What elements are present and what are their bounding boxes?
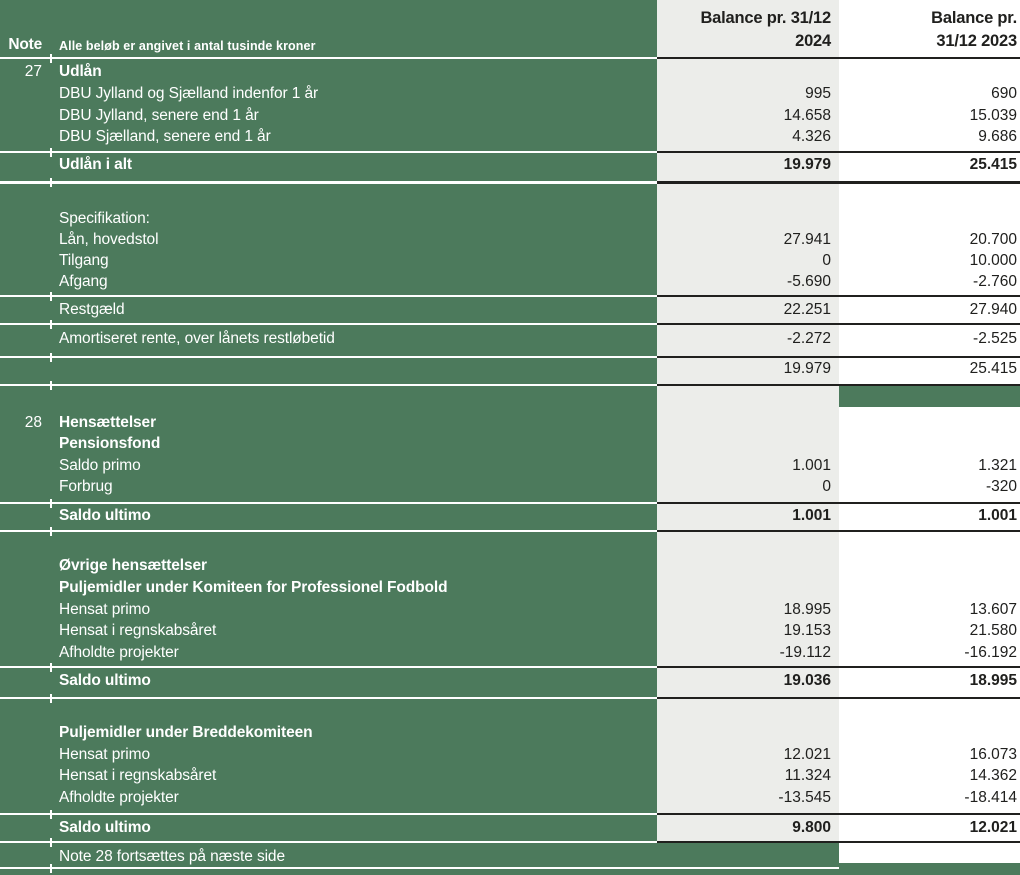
value-2023: 20.700 [969,231,1017,248]
value-2023: -320 [985,478,1017,495]
table-row [0,579,1020,601]
value-2024: 19.979 [783,156,831,173]
row-label: Hensættelser [59,414,157,431]
value-2023: 1.321 [978,457,1017,474]
value-2024: 1.001 [792,507,831,524]
table-row [0,644,1020,666]
rule [0,356,1020,358]
rule-heavy [0,181,1020,184]
value-2023: 10.000 [969,252,1017,269]
table-row [0,435,1020,457]
note-number: 28 [24,414,42,431]
row-label: DBU Sjælland, senere end 1 år [59,128,271,145]
table-row [0,301,1020,323]
value-2023: 15.039 [969,107,1017,124]
column-header-2024-line1: Balance pr. 31/12 [700,9,831,27]
table-row [0,85,1020,107]
value-2024: 995 [805,85,831,102]
row-label: Hensat primo [59,746,150,763]
value-2024: 1.001 [792,457,831,474]
row-label: DBU Jylland og Sjælland indenfor 1 år [59,85,319,102]
value-2023: 25.415 [969,156,1017,173]
column-header-2023 [843,7,1017,53]
row-label: Forbrug [59,478,113,495]
value-2023: 14.362 [969,767,1017,784]
table-row [0,360,1020,382]
table-row [0,273,1020,295]
table-row [0,330,1020,352]
value-2023: 690 [991,85,1017,102]
row-label: Puljemidler under Breddekomiteen [59,724,313,741]
row-label: Afholdte projekter [59,789,179,806]
row-label: Specifikation: [59,210,150,227]
row-label: Udlån i alt [59,156,132,173]
row-label: DBU Jylland, senere end 1 år [59,107,259,124]
table-row [0,789,1020,811]
table-row [0,414,1020,436]
table-row [0,622,1020,644]
row-label: Saldo ultimo [59,672,151,689]
rule [0,323,1020,325]
value-2023: 9.686 [978,128,1017,145]
column-header-2024 [660,7,831,53]
row-label: Hensat primo [59,601,150,618]
note-column-header: Note [8,36,42,53]
rule-tick [50,178,52,187]
rule [0,502,1020,504]
rule [0,151,1020,153]
row-label: Hensat i regnskabsåret [59,767,217,784]
value-2023: -2.760 [973,273,1017,290]
rule [0,530,1020,532]
row-label: Puljemidler under Komiteen for Professionel Fodbold [59,579,448,596]
value-2024: -19.112 [779,644,831,661]
value-2024: 22.251 [783,301,831,318]
rule-tick [50,864,52,873]
table-row-total [0,819,1020,841]
value-2024: 27.941 [783,231,831,248]
table-row [0,63,1020,85]
value-2024: 9.800 [792,819,831,836]
rule [0,813,1020,815]
table-row [0,557,1020,579]
value-2024: 19.153 [783,622,831,639]
value-2024: 0 [822,478,831,495]
units-note: Alle beløb er angivet i antal tusinde kroner [59,39,316,53]
table-row [0,457,1020,479]
green-band-2023-column [839,386,1020,407]
value-2023: 25.415 [969,360,1017,377]
column-header-2023-line1: Balance pr. [931,9,1017,27]
row-label: Øvrige hensættelser [59,557,207,574]
row-label: Udlån [59,63,102,80]
row-label: Amortiseret rente, over lånets restløbetid [59,330,335,347]
row-label: Pensionsfond [59,435,161,452]
value-2023: 21.580 [969,622,1017,639]
note-number: 27 [24,63,42,80]
rule-tick [50,810,52,819]
row-label: Afgang [59,273,108,290]
table-row-total [0,156,1020,178]
row-label: Saldo primo [59,457,141,474]
value-2024: 19.036 [783,672,831,689]
value-2024: 4.326 [792,128,831,145]
rule [0,841,1020,843]
table-row [0,231,1020,253]
rule-tick [50,381,52,390]
row-label: Tilgang [59,252,109,269]
table-row [0,601,1020,623]
value-2023: 27.940 [969,301,1017,318]
table-row [0,478,1020,500]
value-2024: -2.272 [787,330,831,347]
rule-footer [0,867,839,869]
value-2023: 12.021 [969,819,1017,836]
table-row [0,210,1020,232]
rule [0,697,1020,699]
rule [0,666,1020,668]
table-row [0,107,1020,129]
rule-tick [50,54,52,63]
table-row [0,724,1020,746]
table-row-total [0,507,1020,529]
rule-header [0,57,1020,59]
table-row [0,767,1020,789]
row-label: Lån, hovedstol [59,231,159,248]
value-2023: -16.192 [964,644,1017,661]
row-label: Restgæld [59,301,125,318]
table-row [0,128,1020,150]
value-2023: 18.995 [969,672,1017,689]
value-2024: -5.690 [787,273,831,290]
rule [0,384,1020,386]
value-2024: 12.021 [783,746,831,763]
value-2024: 14.658 [783,107,831,124]
value-2023: -18.414 [964,789,1017,806]
continuation-note: Note 28 fortsættes på næste side [59,848,285,865]
value-2023: 1.001 [978,507,1017,524]
value-2024: 18.995 [783,601,831,618]
table-row [0,746,1020,768]
row-label: Afholdte projekter [59,644,179,661]
table-row [0,252,1020,274]
column-header-2024-line2: 2024 [795,32,831,50]
value-2023: 16.073 [969,746,1017,763]
row-label: Hensat i regnskabsåret [59,622,217,639]
value-2023: 13.607 [969,601,1017,618]
table-row-total [0,672,1020,694]
row-label: Saldo ultimo [59,819,151,836]
column-header-2023-line2: 31/12 2023 [936,32,1017,50]
value-2024: 11.324 [784,767,831,784]
row-label: Saldo ultimo [59,507,151,524]
value-2024: 19.979 [783,360,831,377]
value-2024: -13.545 [778,789,831,806]
value-2024: 0 [822,252,831,269]
rule [0,295,1020,297]
value-2023: -2.525 [973,330,1017,347]
rule-tick [50,694,52,703]
